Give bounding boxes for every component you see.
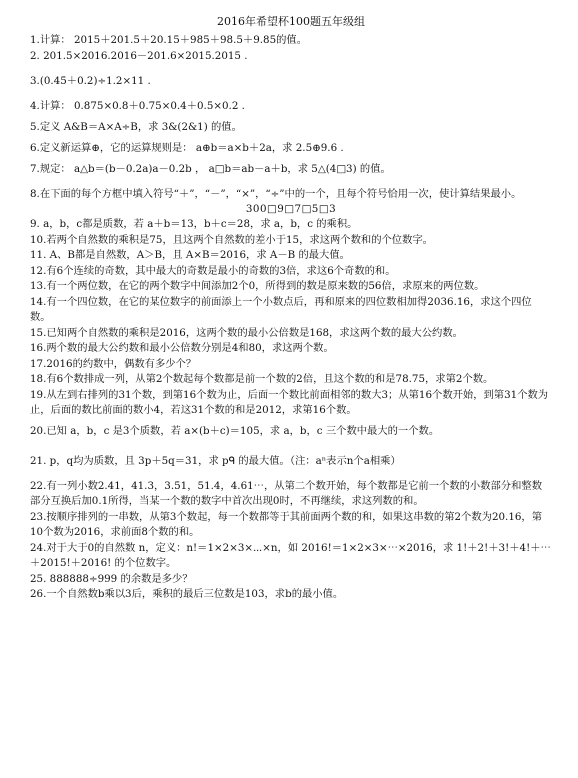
question-2: 2. 201.5×2016.2016－201.6×2015.2015 .	[30, 49, 248, 62]
spacer	[30, 440, 552, 453]
question-6: 6.定义新运算⊕，它的运算规则是： a⊕b＝a×b＋2a，求 2.5⊕9.6 .	[30, 141, 344, 154]
spacer	[30, 64, 552, 73]
spacer	[30, 470, 552, 479]
question-22: 22.有一列小数2.41，41.3，3.51，51.4，4.61⋯，从第二个数开始，每个数都是它前一个数的小数部分和整数部分互换后加0.1所得，当某一个数的数字中首次出现0时，不再继续，求这列数的和。	[30, 479, 542, 507]
question-16: 16.两个数的最大公约数和最小公倍数分别是4和80，求这两个数。	[30, 342, 334, 354]
question-3: 3.(0.45̇＋0.2)÷1.2×11 .	[30, 75, 151, 87]
question-17: 17.2016的约数中，偶数有多少个？	[30, 357, 197, 370]
question-8-expression: 300□9□7□5□3	[245, 203, 337, 215]
spacer	[30, 178, 552, 187]
question-1: 1.计算： 2015＋201.5＋20.15＋985＋98.5＋9.85的值。	[30, 34, 308, 46]
spacer	[30, 90, 552, 99]
question-5: 5.定义 A&B＝A×A÷B，求 3&(2&1) 的值。	[30, 120, 242, 133]
question-15: 15.已知两个自然数的乘积是2016，这两个数的最小公倍数是168，求这两个数的最大公约数。	[30, 326, 463, 339]
question-7: 7.规定： a△b＝(b－0.2a)a－0.2b ， a□b＝ab－a＋b，求 5△(4□3) 的值。	[30, 162, 391, 175]
question-12: 12.有6个连续的奇数，其中最大的奇数是最小的奇数的3倍，求这6个奇数的和。	[30, 264, 396, 277]
question-26: 26.一个自然数b乘以3后，乘积的最后三位数是103，求b的最小值。	[30, 588, 344, 600]
question-24: 24.对于大于0的自然数 n，定义：n!＝1×2×3×⋯×n，如 2016!＝1×2×3×⋯×2016，求 1!＋2!＋3!＋4!＋⋯＋2015!＋2016! 的个位数字。	[30, 541, 551, 569]
question-14: 14.有一个四位数，在它的某位数字的前面添上一个小数点后，再和原来的四位数相加得2036.16，求这个四位数。	[30, 295, 532, 323]
question-23: 23.按顺序排列的一串数，从第3个数起，每一个数都等于其前面两个数的和，如果这串数的第2个数为20.16，第10个数为2016，求前面8个数的和。	[30, 510, 543, 538]
question-20: 20.已知 a，b，c 是3个质数，若 a×(b＋c)＝105，求 a，b，c 三个数中最大的一个数。	[30, 424, 440, 437]
question-10: 10.若两个自然数的乘积是75，且这两个自然数的差小于15，求这两个数和的个位数字。	[30, 233, 433, 246]
question-13: 13.有一个两位数，在它的两个数字中间添加2个0，所得到的数是原来数的56倍，求原来的两位数。	[30, 280, 485, 292]
question-9: 9. a，b，c都是质数，若 a＋b＝13，b＋c＝28，求 a，b，c 的乘积。	[30, 218, 358, 230]
question-11: 11. A、B都是自然数，A＞B，且 A×B＝2016，求 A－B 的最大值。	[30, 249, 350, 261]
question-25: 25. 888888÷999 的余数是多少？	[30, 572, 193, 585]
question-21: 21. p，q均为质数，且 3p＋5q＝31，求 pᑫ 的最大值。（注：aⁿ表示n个a相乘）	[30, 454, 401, 467]
question-4: 4.计算： 0.875×0.8＋0.75×0.4＋0.5×0.2 .	[30, 100, 245, 112]
question-19: 19.从左到右排列的31个数，到第16个数为止，后面一个数比前面相邻的数大3；从第16个数开始，到第31个数为止，后面的数比前面的数小4，若这31个数的和是2012，求第16个数。	[30, 388, 549, 416]
question-18: 18.有6个数排成一列，从第2个数起每个数都是前一个数的2倍，且这个数的和是78.75，求第2个数。	[30, 373, 494, 385]
question-8: 8.在下面的每个方框中填入符号“＋”，“－”，“×”，“÷”中的一个，且每个符号恰用一次，使计算结果最小。	[30, 187, 522, 200]
page-title: 2016年希望杯100题五年级组	[217, 15, 365, 28]
